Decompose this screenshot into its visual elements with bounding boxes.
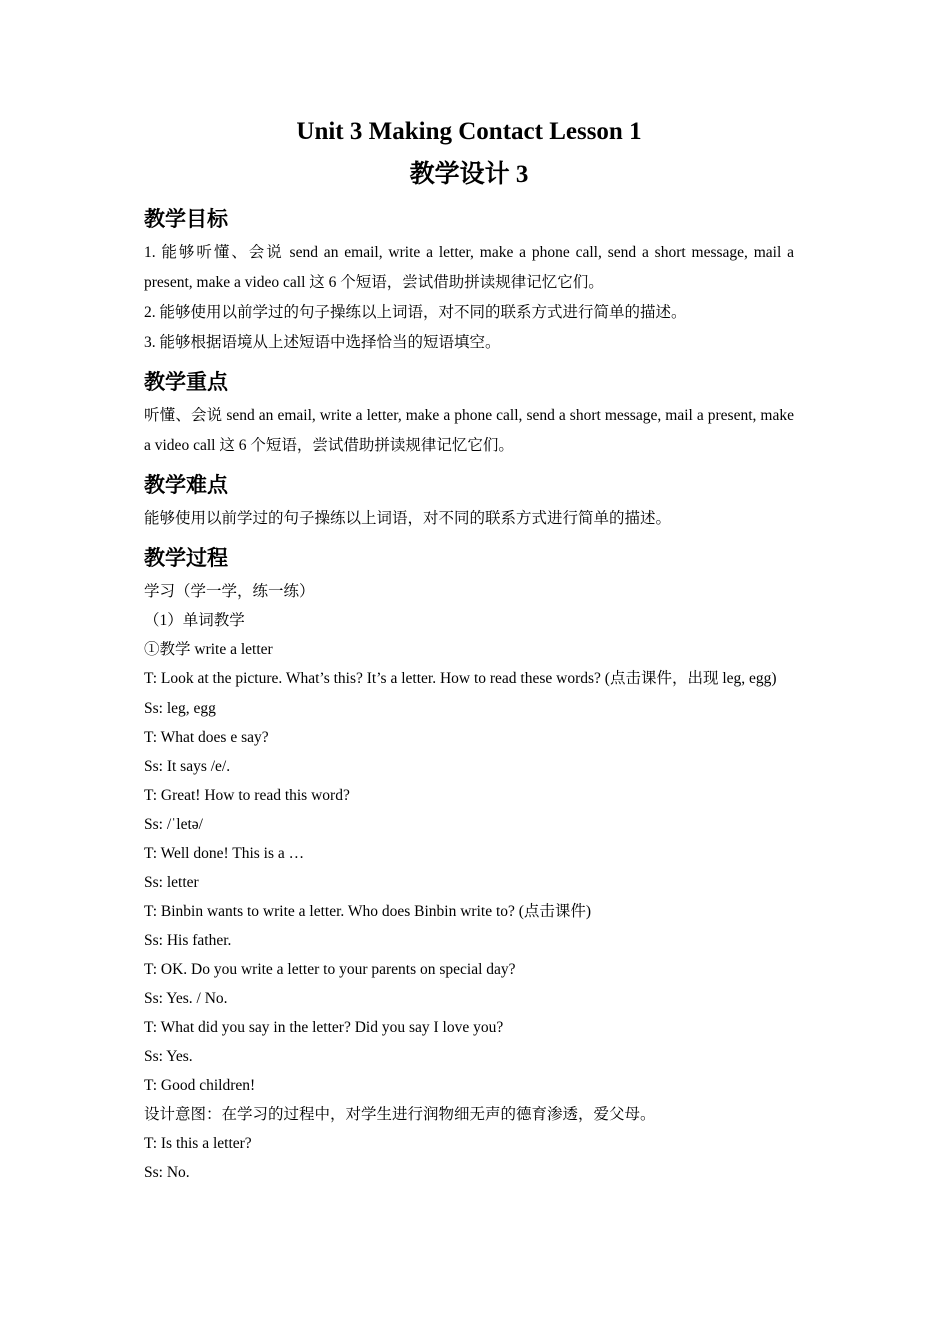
process-line: T: Look at the picture. What’s this? It’s a letter. How to read these words? (点击课件，出现 leg, egg) <box>144 670 777 687</box>
document-subtitle: 教学设计 3 <box>409 161 529 188</box>
process-line: Ss: /ˈletə/ <box>144 816 203 833</box>
process-line: 设计意图：在学习的过程中，对学生进行润物细无声的德育渗透，爱父母。 <box>144 1106 656 1123</box>
process-line: Ss: Yes. <box>144 1048 193 1065</box>
key-points-heading: 教学重点 <box>144 370 228 394</box>
process-line: （1）单词教学 <box>144 612 245 629</box>
process-line: Ss: Yes. / No. <box>144 990 228 1007</box>
process-line: T: OK. Do you write a letter to your parents on special day? <box>144 961 516 978</box>
objectives-heading: 教学目标 <box>144 207 228 231</box>
process-heading: 教学过程 <box>144 546 228 570</box>
process-line: T: What did you say in the letter? Did you say I love you? <box>144 1019 504 1036</box>
objective-item: 1. 能够听懂、会说 send an email, write a letter, make a phone call, send a short message, mail a present, make a video call 这 6 个短语，尝试借助拼读规律记忆它们。 <box>144 244 794 291</box>
objective-item: 3. 能够根据语境从上述短语中选择恰当的短语填空。 <box>144 334 501 351</box>
process-line: T: Is this a letter? <box>144 1135 252 1152</box>
key-points-text: 听懂、会说 send an email, write a letter, make a phone call, send a short message, mail a present, make a video call 这 6 个短语，尝试借助拼读规律记忆它们。 <box>144 407 794 454</box>
process-line: T: What does e say? <box>144 729 269 746</box>
process-line: T: Great! How to read this word? <box>144 787 350 804</box>
process-line: 学习（学一学，练一练） <box>144 583 315 600</box>
process-line: Ss: leg, egg <box>144 700 216 717</box>
difficulties-heading: 教学难点 <box>144 473 228 497</box>
document-title: Unit 3 Making Contact Lesson 1 <box>296 118 642 145</box>
difficulties-text: 能够使用以前学过的句子操练以上词语，对不同的联系方式进行简单的描述。 <box>144 510 672 527</box>
process-line: T: Good children! <box>144 1077 256 1094</box>
process-line: Ss: His father. <box>144 932 232 949</box>
process-line: T: Well done! This is a … <box>144 845 305 862</box>
document-page <box>144 112 794 1187</box>
process-line: Ss: letter <box>144 874 199 891</box>
process-line: T: Binbin wants to write a letter. Who does Binbin write to? (点击课件) <box>144 903 592 920</box>
process-line: ①教学 write a letter <box>144 641 273 658</box>
process-line: Ss: It says /e/. <box>144 758 231 775</box>
objective-item: 2. 能够使用以前学过的句子操练以上词语，对不同的联系方式进行简单的描述。 <box>144 304 687 321</box>
process-line: Ss: No. <box>144 1164 190 1181</box>
